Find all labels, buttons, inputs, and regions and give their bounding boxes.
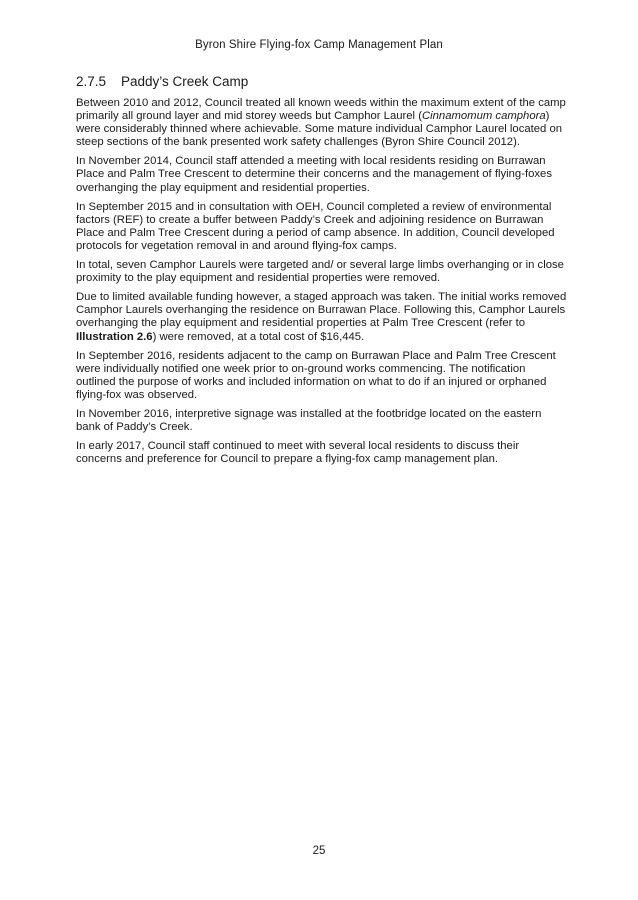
paragraph-weed-treatment [76, 97, 568, 149]
section-number: 2.7.5 [76, 74, 107, 89]
paragraph-text: Due to limited available funding however, a staged approach was taken. The initial works removed Camphor Laurels overhanging the residence on Burrawan Place. Following this, Camphor Laurels overhanging the play equipment and residential properties at Palm Tree Crescent (refer to [76, 291, 567, 330]
species-name: Cinnamomum camphora [421, 110, 546, 123]
section-heading [76, 74, 248, 89]
running-header: Byron Shire Flying-fox Camp Management Plan [195, 39, 443, 51]
page-number: 25 [312, 845, 326, 857]
illustration-reference: Illustration 2.6 [76, 330, 153, 343]
paragraph-early-2017: In early 2017, Council staff continued to meet with several local residents to discuss their concerns and preference for Council to prepare a flying-fox camp management plan. [76, 440, 520, 466]
paragraph-resident-meeting-2014: In November 2014, Council staff attended a meeting with local residents residing on Burrawan Place and Palm Tree Crescent to determine their concerns and the management of flying-foxes overhanging the play equipment and residential properties. [76, 155, 552, 194]
section-title: Paddy’s Creek Camp [121, 74, 249, 89]
paragraph-resident-notification-2016: In September 2016, residents adjacent to the camp on Burrawan Place and Palm Tree Crescent were individually notified one week prior to on-ground works commencing. The notification outlined the purpose of works and included information on what to do if an injured or orphaned flying-fox was observed. [76, 349, 556, 401]
paragraph-camphor-removal: In total, seven Camphor Laurels were targeted and/ or several large limbs overhanging or in close proximity to the play equipment and residential properties were removed. [76, 259, 564, 285]
body-text [76, 97, 568, 472]
paragraph-text: ) were considerably thinned where achievable. Some mature individual Camphor Laurel located on steep sections of the bank presented work safety challenges (Byron Shire Council 2012). [76, 110, 563, 149]
paragraph-staged-approach [76, 291, 568, 343]
paragraph-signage-2016: In November 2016, interpretive signage was installed at the footbridge located on the eastern bank of Paddy’s Creek. [76, 407, 542, 434]
paragraph-text: ) were removed, at a total cost of $16,445. [152, 330, 365, 343]
paragraph-text: Between 2010 and 2012, Council treated all known weeds within the maximum extent of the camp primarily all ground layer and mid storey weeds but Camphor Laurel ( [76, 97, 566, 123]
paragraph-ref-review-2015: In September 2015 and in consultation with OEH, Council completed a review of environmental factors (REF) to create a buffer between Paddy’s Creek and adjoining residence on Burrawan Place and Palm Tree Crescent during a period of camp absence. In addition, Council developed protocols for vegetation removal in and around flying-fox camps. [76, 200, 555, 252]
